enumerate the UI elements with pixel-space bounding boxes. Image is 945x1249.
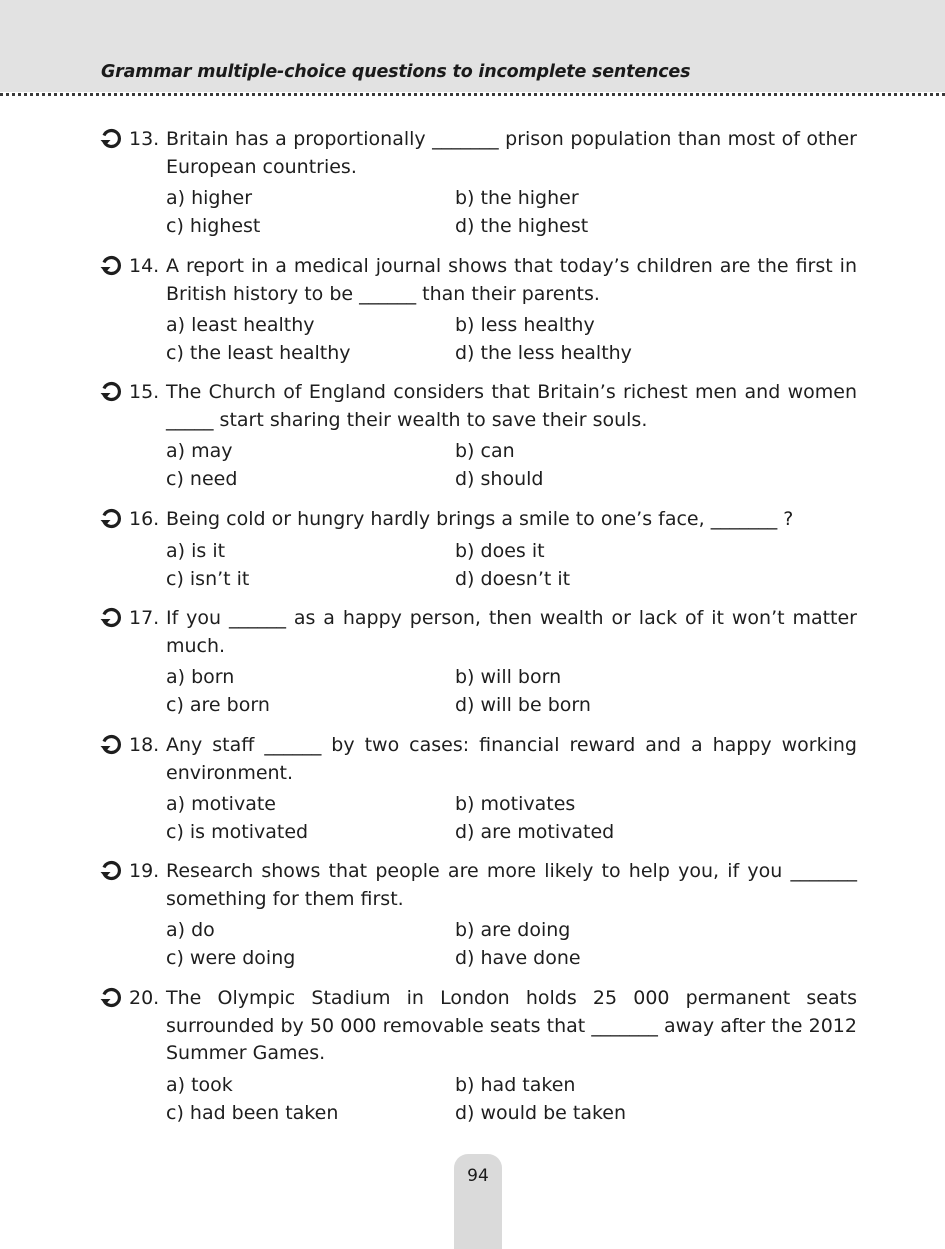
question-text: If you ______ as a happy person, then wealth or lack of it won’t matter much. — [166, 607, 857, 657]
option-c: c) is motivated — [166, 821, 309, 843]
option-a: a) higher — [166, 187, 253, 209]
option-c: c) had been taken — [166, 1101, 339, 1124]
option-d: d) will be born — [455, 694, 591, 716]
question-stem — [100, 126, 857, 181]
question-stem — [100, 858, 857, 913]
circular-arrow-icon — [100, 126, 124, 150]
question-text: A report in a medical journal shows that today’s children are the first in British history to be ______ than their parents. — [166, 255, 857, 305]
question-text: The Church of England considers that Britain’s richest men and women _____ start sharing their wealth to save their souls. — [166, 381, 857, 431]
option-b: b) can — [455, 440, 515, 462]
page-header-title: Grammar multiple-choice questions to incomplete sentences — [101, 62, 691, 82]
question-14 — [100, 253, 857, 367]
answer-options — [166, 437, 857, 493]
option-b: b) the higher — [455, 187, 579, 209]
option-d: d) would be taken — [455, 1101, 627, 1124]
option-c: c) are born — [166, 694, 270, 716]
circular-arrow-icon — [100, 379, 124, 403]
option-b: b) had taken — [455, 1073, 576, 1096]
question-number: 14. — [129, 255, 160, 277]
option-d: d) should — [455, 468, 544, 490]
question-text: Any staff ______ by two cases: financial reward and a happy working environment. — [166, 734, 857, 784]
option-a: a) is it — [166, 539, 226, 562]
option-c: c) highest — [166, 215, 261, 237]
page-number: 94 — [467, 1166, 489, 1186]
option-d: d) doesn’t it — [455, 567, 571, 590]
question-number: 17. — [129, 607, 160, 629]
answer-options — [166, 537, 857, 593]
question-number: 18. — [129, 734, 160, 756]
question-16 — [100, 506, 857, 593]
question-20 — [100, 985, 857, 1127]
question-text: Britain has a proportionally _______ prison population than most of other European countries. — [166, 128, 857, 178]
question-stem — [100, 605, 857, 660]
question-number: 15. — [129, 381, 160, 403]
option-b: b) does it — [455, 539, 545, 562]
option-c: c) the least healthy — [166, 342, 351, 364]
option-d: d) the highest — [455, 215, 589, 237]
option-b: b) are doing — [455, 919, 571, 941]
option-d: d) are motivated — [455, 821, 615, 843]
option-c: c) isn’t it — [166, 567, 250, 590]
option-d: d) the less healthy — [455, 342, 632, 364]
page-number-tab — [454, 1154, 502, 1249]
question-stem — [100, 379, 857, 434]
option-a: a) do — [166, 919, 215, 941]
question-number: 13. — [129, 128, 160, 150]
question-text: The Olympic Stadium in London holds 25 000 permanent seats surrounded by 50 000 removable seats that _______ away after the 2012 Summer Games. — [166, 987, 857, 1064]
question-stem — [100, 732, 857, 787]
question-number: 20. — [129, 987, 160, 1009]
option-a: a) born — [166, 666, 235, 688]
option-c: c) need — [166, 468, 238, 490]
option-d: d) have done — [455, 947, 581, 969]
answer-options — [166, 184, 857, 240]
circular-arrow-icon — [100, 506, 124, 530]
question-text: Research shows that people are more likely to help you, if you _______ something for them first. — [166, 860, 857, 910]
question-15 — [100, 379, 857, 493]
question-19 — [100, 858, 857, 972]
answer-options — [166, 1071, 857, 1127]
option-b: b) will born — [455, 666, 562, 688]
circular-arrow-icon — [100, 732, 124, 756]
circular-arrow-icon — [100, 605, 124, 629]
circular-arrow-icon — [100, 858, 124, 882]
circular-arrow-icon — [100, 253, 124, 277]
option-a: a) took — [166, 1073, 233, 1096]
option-a: a) may — [166, 440, 233, 462]
question-stem — [100, 253, 857, 308]
option-b: b) motivates — [455, 793, 576, 815]
answer-options — [166, 790, 857, 846]
question-stem — [100, 506, 857, 534]
question-text: Being cold or hungry hardly brings a smile to one’s face, _______ ? — [166, 508, 794, 530]
answer-options — [166, 916, 857, 972]
option-a: a) motivate — [166, 793, 276, 815]
question-17 — [100, 605, 857, 719]
answer-options — [166, 663, 857, 719]
question-number: 19. — [129, 860, 160, 882]
option-c: c) were doing — [166, 947, 296, 969]
circular-arrow-icon — [100, 985, 124, 1009]
option-a: a) least healthy — [166, 314, 315, 336]
question-stem — [100, 985, 857, 1068]
question-number: 16. — [129, 508, 160, 530]
answer-options — [166, 311, 857, 367]
question-18 — [100, 732, 857, 846]
option-b: b) less healthy — [455, 314, 595, 336]
question-13 — [100, 126, 857, 240]
